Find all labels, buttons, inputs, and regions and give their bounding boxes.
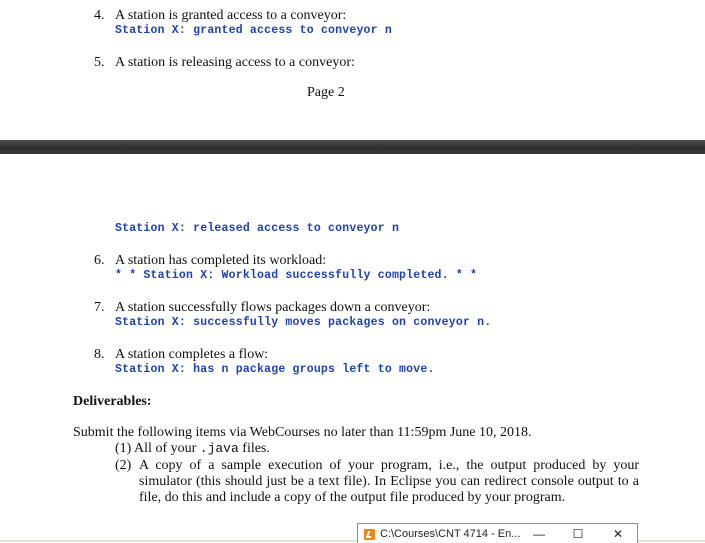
deliverables-heading: Deliverables: [73,394,152,409]
document-page-bottom [0,154,705,543]
item-5-number: 5. [94,55,105,70]
submit-instructions: Submit the following items via WebCourses no later than 11:59pm June 10, 2018. [73,425,532,440]
item-5-code: Station X: released access to conveyor n [115,222,400,235]
item-8-number: 8. [94,347,105,362]
item-8-code: Station X: has n package groups left to move. [115,363,435,376]
item-4-text: A station is granted access to a conveyor: [115,8,347,23]
deliverable-1-prefix: (1) All of your [115,441,197,456]
window-title: C:\Courses\CNT 4714 - En... [380,528,521,540]
deliverable-2-marker: (2) [115,458,132,473]
document-page-top [0,0,705,140]
deliverable-item-1 [115,441,270,457]
close-button[interactable]: ✕ [612,527,624,541]
item-7-number: 7. [94,300,105,315]
item-6-code: * * Station X: Workload successfully completed. * * [115,269,478,282]
page-separator [0,140,705,154]
item-4-code: Station X: granted access to conveyor n [115,24,392,37]
item-6-text: A station has completed its workload: [115,253,327,268]
maximize-button[interactable]: ☐ [572,527,584,541]
item-8-text: A station completes a flow: [115,347,269,362]
item-4-number: 4. [94,8,105,23]
sublime-text-icon [364,529,375,540]
deliverable-1-suffix: files. [242,441,270,456]
minimize-button[interactable]: — [533,527,545,541]
deliverable-2-text: A copy of a sample execution of your program, i.e., the output produced by your simulator (this should just be a text file). In Eclipse you can redirect console output to a file, do this and include a copy of the output file produced by your program. [139,458,639,505]
item-7-text: A station successfully flows packages down a conveyor: [115,300,431,315]
deliverable-1-code: .java [199,441,239,456]
page-number: Page 2 [307,85,345,100]
item-7-code: Station X: successfully moves packages on conveyor n. [115,316,492,329]
item-5-text: A station is releasing access to a conveyor: [115,55,355,70]
item-6-number: 6. [94,253,105,268]
taskbar-window-preview[interactable] [357,523,638,543]
